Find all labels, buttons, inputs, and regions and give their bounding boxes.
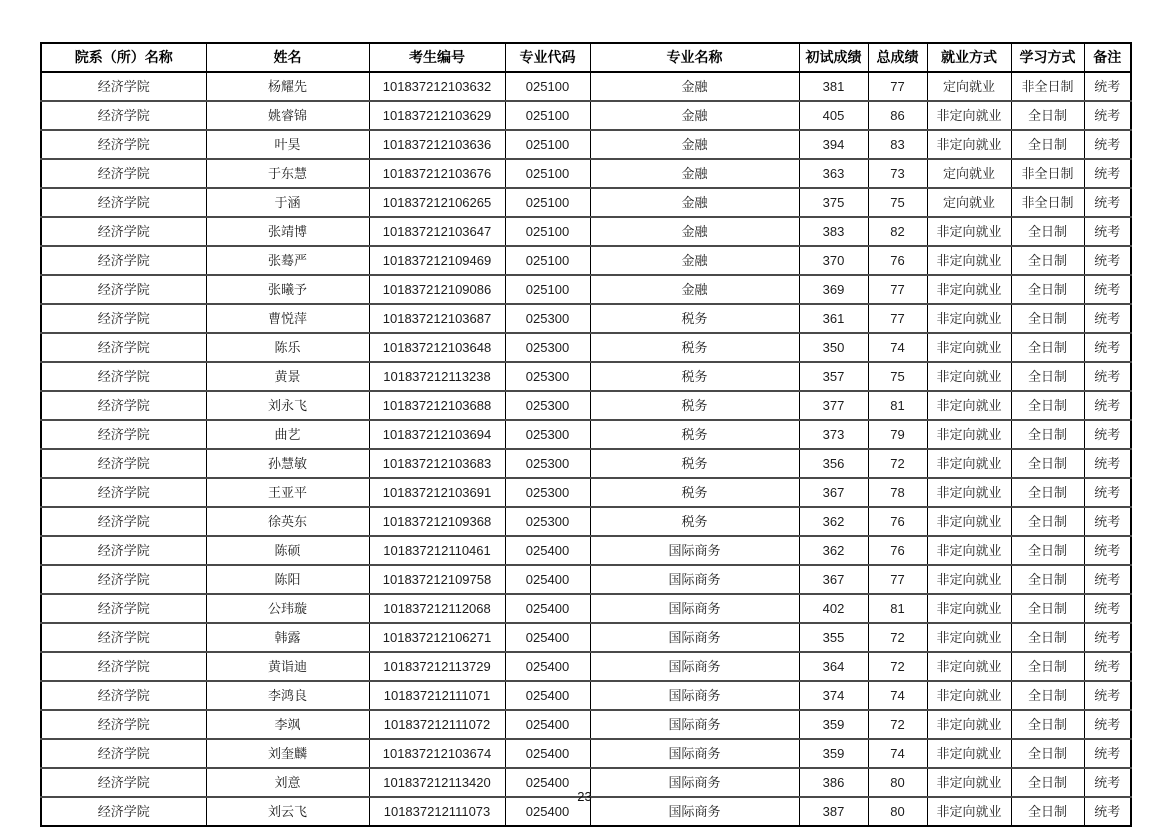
cell-major-name: 国际商务 (590, 739, 799, 768)
cell-study-mode: 全日制 (1011, 594, 1084, 623)
cell-major-code: 025400 (505, 797, 590, 826)
cell-remark: 统考 (1084, 72, 1131, 101)
cell-remark: 统考 (1084, 391, 1131, 420)
column-header-major-code: 专业代码 (505, 43, 590, 72)
cell-major-code: 025100 (505, 159, 590, 188)
cell-major-code: 025100 (505, 217, 590, 246)
cell-initial-score: 367 (799, 565, 868, 594)
cell-total-score: 78 (868, 478, 927, 507)
cell-major-name: 金融 (590, 130, 799, 159)
cell-total-score: 81 (868, 594, 927, 623)
cell-study-mode: 全日制 (1011, 130, 1084, 159)
cell-name: 杨耀先 (206, 72, 369, 101)
table-row (41, 188, 1131, 217)
table-header-row (41, 43, 1131, 72)
cell-major-name: 国际商务 (590, 652, 799, 681)
table-row (41, 594, 1131, 623)
cell-remark: 统考 (1084, 304, 1131, 333)
cell-employment-type: 非定向就业 (927, 681, 1011, 710)
column-header-study-mode: 学习方式 (1011, 43, 1084, 72)
cell-remark: 统考 (1084, 478, 1131, 507)
cell-candidate-no: 101837212106271 (369, 623, 505, 652)
cell-major-code: 025300 (505, 478, 590, 507)
cell-employment-type: 非定向就业 (927, 101, 1011, 130)
cell-study-mode: 全日制 (1011, 333, 1084, 362)
cell-major-code: 025400 (505, 652, 590, 681)
table-row (41, 739, 1131, 768)
admission-results-table (40, 42, 1132, 827)
cell-department: 经济学院 (41, 623, 206, 652)
table-row (41, 536, 1131, 565)
cell-major-name: 金融 (590, 275, 799, 304)
cell-department: 经济学院 (41, 333, 206, 362)
cell-name: 姚睿锦 (206, 101, 369, 130)
cell-department: 经济学院 (41, 739, 206, 768)
cell-name: 黄景 (206, 362, 369, 391)
cell-employment-type: 定向就业 (927, 159, 1011, 188)
cell-total-score: 76 (868, 536, 927, 565)
cell-major-code: 025300 (505, 507, 590, 536)
cell-initial-score: 363 (799, 159, 868, 188)
cell-name: 黄诣迪 (206, 652, 369, 681)
cell-candidate-no: 101837212103629 (369, 101, 505, 130)
cell-initial-score: 394 (799, 130, 868, 159)
cell-total-score: 73 (868, 159, 927, 188)
cell-candidate-no: 101837212103688 (369, 391, 505, 420)
table-row (41, 623, 1131, 652)
column-header-total-score: 总成绩 (868, 43, 927, 72)
cell-employment-type: 非定向就业 (927, 449, 1011, 478)
cell-initial-score: 356 (799, 449, 868, 478)
cell-initial-score: 361 (799, 304, 868, 333)
cell-major-code: 025300 (505, 304, 590, 333)
cell-major-code: 025300 (505, 362, 590, 391)
table-row (41, 391, 1131, 420)
cell-major-name: 税务 (590, 333, 799, 362)
cell-total-score: 77 (868, 304, 927, 333)
cell-remark: 统考 (1084, 652, 1131, 681)
table-row (41, 710, 1131, 739)
cell-study-mode: 全日制 (1011, 739, 1084, 768)
cell-major-name: 国际商务 (590, 768, 799, 797)
cell-total-score: 76 (868, 246, 927, 275)
cell-study-mode: 全日制 (1011, 420, 1084, 449)
cell-employment-type: 定向就业 (927, 188, 1011, 217)
column-header-major-name: 专业名称 (590, 43, 799, 72)
cell-study-mode: 全日制 (1011, 797, 1084, 826)
table-row (41, 565, 1131, 594)
table-header (41, 43, 1131, 72)
cell-employment-type: 非定向就业 (927, 478, 1011, 507)
column-header-employment-type: 就业方式 (927, 43, 1011, 72)
cell-major-name: 金融 (590, 72, 799, 101)
cell-candidate-no: 101837212103674 (369, 739, 505, 768)
cell-remark: 统考 (1084, 449, 1131, 478)
cell-total-score: 86 (868, 101, 927, 130)
cell-remark: 统考 (1084, 739, 1131, 768)
cell-total-score: 79 (868, 420, 927, 449)
cell-initial-score: 383 (799, 217, 868, 246)
cell-study-mode: 全日制 (1011, 449, 1084, 478)
cell-employment-type: 非定向就业 (927, 130, 1011, 159)
cell-employment-type: 非定向就业 (927, 507, 1011, 536)
cell-major-code: 025400 (505, 710, 590, 739)
cell-name: 陈阳 (206, 565, 369, 594)
table-row (41, 420, 1131, 449)
cell-name: 徐英东 (206, 507, 369, 536)
cell-total-score: 80 (868, 768, 927, 797)
cell-candidate-no: 101837212110461 (369, 536, 505, 565)
cell-major-name: 国际商务 (590, 536, 799, 565)
cell-total-score: 80 (868, 797, 927, 826)
cell-major-name: 金融 (590, 246, 799, 275)
cell-remark: 统考 (1084, 710, 1131, 739)
cell-remark: 统考 (1084, 333, 1131, 362)
table-row (41, 681, 1131, 710)
cell-major-name: 金融 (590, 159, 799, 188)
cell-name: 于东慧 (206, 159, 369, 188)
cell-department: 经济学院 (41, 478, 206, 507)
cell-major-code: 025300 (505, 391, 590, 420)
cell-major-name: 金融 (590, 217, 799, 246)
cell-candidate-no: 101837212113729 (369, 652, 505, 681)
cell-employment-type: 非定向就业 (927, 536, 1011, 565)
cell-initial-score: 402 (799, 594, 868, 623)
cell-candidate-no: 101837212113238 (369, 362, 505, 391)
cell-employment-type: 非定向就业 (927, 565, 1011, 594)
cell-department: 经济学院 (41, 391, 206, 420)
cell-remark: 统考 (1084, 217, 1131, 246)
cell-department: 经济学院 (41, 710, 206, 739)
cell-name: 叶昊 (206, 130, 369, 159)
cell-candidate-no: 101837212109469 (369, 246, 505, 275)
cell-initial-score: 405 (799, 101, 868, 130)
table-row (41, 478, 1131, 507)
table-row (41, 304, 1131, 333)
cell-study-mode: 全日制 (1011, 681, 1084, 710)
cell-name: 曲艺 (206, 420, 369, 449)
table-row (41, 507, 1131, 536)
column-header-initial-score: 初试成绩 (799, 43, 868, 72)
cell-employment-type: 非定向就业 (927, 797, 1011, 826)
cell-name: 陈乐 (206, 333, 369, 362)
cell-total-score: 72 (868, 449, 927, 478)
cell-major-name: 金融 (590, 188, 799, 217)
cell-total-score: 75 (868, 362, 927, 391)
cell-candidate-no: 101837212103632 (369, 72, 505, 101)
cell-major-name: 国际商务 (590, 594, 799, 623)
cell-name: 公玮璇 (206, 594, 369, 623)
cell-study-mode: 非全日制 (1011, 188, 1084, 217)
cell-major-name: 金融 (590, 101, 799, 130)
cell-study-mode: 全日制 (1011, 536, 1084, 565)
cell-employment-type: 非定向就业 (927, 420, 1011, 449)
cell-remark: 统考 (1084, 565, 1131, 594)
cell-candidate-no: 101837212103691 (369, 478, 505, 507)
cell-name: 李鸿良 (206, 681, 369, 710)
cell-major-code: 025100 (505, 101, 590, 130)
cell-initial-score: 359 (799, 739, 868, 768)
cell-remark: 统考 (1084, 681, 1131, 710)
cell-employment-type: 非定向就业 (927, 362, 1011, 391)
cell-department: 经济学院 (41, 304, 206, 333)
cell-study-mode: 全日制 (1011, 768, 1084, 797)
cell-study-mode: 全日制 (1011, 391, 1084, 420)
cell-name: 陈硕 (206, 536, 369, 565)
cell-total-score: 75 (868, 188, 927, 217)
cell-initial-score: 375 (799, 188, 868, 217)
cell-major-code: 025400 (505, 768, 590, 797)
cell-candidate-no: 101837212111071 (369, 681, 505, 710)
cell-major-code: 025100 (505, 130, 590, 159)
column-header-remark: 备注 (1084, 43, 1131, 72)
cell-initial-score: 377 (799, 391, 868, 420)
cell-major-name: 国际商务 (590, 797, 799, 826)
cell-candidate-no: 101837212109758 (369, 565, 505, 594)
cell-total-score: 83 (868, 130, 927, 159)
cell-employment-type: 非定向就业 (927, 391, 1011, 420)
cell-total-score: 77 (868, 275, 927, 304)
cell-department: 经济学院 (41, 652, 206, 681)
cell-employment-type: 非定向就业 (927, 333, 1011, 362)
cell-remark: 统考 (1084, 246, 1131, 275)
column-header-name: 姓名 (206, 43, 369, 72)
cell-department: 经济学院 (41, 449, 206, 478)
cell-name: 张蓦严 (206, 246, 369, 275)
cell-remark: 统考 (1084, 797, 1131, 826)
cell-candidate-no: 101837212103687 (369, 304, 505, 333)
cell-department: 经济学院 (41, 217, 206, 246)
cell-major-name: 税务 (590, 362, 799, 391)
cell-major-name: 国际商务 (590, 565, 799, 594)
cell-initial-score: 369 (799, 275, 868, 304)
cell-employment-type: 非定向就业 (927, 594, 1011, 623)
table-row (41, 333, 1131, 362)
page-number: 23 (577, 789, 592, 804)
table-row (41, 652, 1131, 681)
cell-department: 经济学院 (41, 507, 206, 536)
cell-initial-score: 387 (799, 797, 868, 826)
table-row (41, 101, 1131, 130)
cell-candidate-no: 101837212103648 (369, 333, 505, 362)
table-row (41, 275, 1131, 304)
cell-remark: 统考 (1084, 159, 1131, 188)
cell-name: 孙慧敏 (206, 449, 369, 478)
cell-study-mode: 非全日制 (1011, 72, 1084, 101)
cell-department: 经济学院 (41, 246, 206, 275)
cell-candidate-no: 101837212103636 (369, 130, 505, 159)
cell-department: 经济学院 (41, 275, 206, 304)
cell-initial-score: 362 (799, 507, 868, 536)
table-row (41, 449, 1131, 478)
cell-candidate-no: 101837212106265 (369, 188, 505, 217)
cell-remark: 统考 (1084, 362, 1131, 391)
cell-major-code: 025100 (505, 246, 590, 275)
cell-candidate-no: 101837212112068 (369, 594, 505, 623)
cell-candidate-no: 101837212111072 (369, 710, 505, 739)
cell-major-code: 025100 (505, 188, 590, 217)
cell-candidate-no: 101837212103694 (369, 420, 505, 449)
cell-department: 经济学院 (41, 681, 206, 710)
cell-major-code: 025300 (505, 333, 590, 362)
cell-name: 刘奎麟 (206, 739, 369, 768)
cell-candidate-no: 101837212103647 (369, 217, 505, 246)
cell-total-score: 74 (868, 739, 927, 768)
cell-initial-score: 357 (799, 362, 868, 391)
cell-major-code: 025400 (505, 594, 590, 623)
cell-name: 张曦予 (206, 275, 369, 304)
cell-total-score: 76 (868, 507, 927, 536)
cell-department: 经济学院 (41, 130, 206, 159)
cell-study-mode: 全日制 (1011, 652, 1084, 681)
cell-major-code: 025400 (505, 681, 590, 710)
cell-candidate-no: 101837212111073 (369, 797, 505, 826)
cell-candidate-no: 101837212113420 (369, 768, 505, 797)
cell-department: 经济学院 (41, 565, 206, 594)
cell-initial-score: 355 (799, 623, 868, 652)
cell-initial-score: 350 (799, 333, 868, 362)
cell-initial-score: 362 (799, 536, 868, 565)
cell-major-name: 国际商务 (590, 681, 799, 710)
cell-initial-score: 364 (799, 652, 868, 681)
cell-study-mode: 全日制 (1011, 362, 1084, 391)
cell-major-code: 025400 (505, 536, 590, 565)
cell-remark: 统考 (1084, 623, 1131, 652)
cell-department: 经济学院 (41, 420, 206, 449)
cell-remark: 统考 (1084, 507, 1131, 536)
cell-initial-score: 374 (799, 681, 868, 710)
table-row (41, 217, 1131, 246)
cell-employment-type: 非定向就业 (927, 304, 1011, 333)
cell-total-score: 72 (868, 652, 927, 681)
cell-name: 刘意 (206, 768, 369, 797)
cell-employment-type: 非定向就业 (927, 217, 1011, 246)
cell-total-score: 74 (868, 681, 927, 710)
table-row (41, 362, 1131, 391)
cell-employment-type: 非定向就业 (927, 768, 1011, 797)
cell-initial-score: 359 (799, 710, 868, 739)
cell-study-mode: 全日制 (1011, 623, 1084, 652)
cell-department: 经济学院 (41, 362, 206, 391)
column-header-department: 院系（所）名称 (41, 43, 206, 72)
cell-department: 经济学院 (41, 594, 206, 623)
cell-department: 经济学院 (41, 188, 206, 217)
cell-study-mode: 全日制 (1011, 217, 1084, 246)
cell-major-name: 税务 (590, 304, 799, 333)
cell-major-code: 025100 (505, 275, 590, 304)
cell-department: 经济学院 (41, 159, 206, 188)
cell-name: 于涵 (206, 188, 369, 217)
cell-major-code: 025300 (505, 420, 590, 449)
cell-department: 经济学院 (41, 101, 206, 130)
cell-remark: 统考 (1084, 536, 1131, 565)
cell-remark: 统考 (1084, 768, 1131, 797)
cell-initial-score: 367 (799, 478, 868, 507)
cell-major-code: 025400 (505, 623, 590, 652)
cell-name: 李飒 (206, 710, 369, 739)
cell-initial-score: 373 (799, 420, 868, 449)
cell-study-mode: 全日制 (1011, 565, 1084, 594)
cell-study-mode: 全日制 (1011, 507, 1084, 536)
cell-initial-score: 386 (799, 768, 868, 797)
cell-department: 经济学院 (41, 797, 206, 826)
cell-candidate-no: 101837212109086 (369, 275, 505, 304)
cell-name: 张靖博 (206, 217, 369, 246)
cell-major-name: 税务 (590, 391, 799, 420)
cell-total-score: 81 (868, 391, 927, 420)
cell-name: 王亚平 (206, 478, 369, 507)
table-row (41, 72, 1131, 101)
table-body (41, 72, 1131, 826)
cell-major-name: 税务 (590, 478, 799, 507)
cell-study-mode: 全日制 (1011, 478, 1084, 507)
cell-remark: 统考 (1084, 130, 1131, 159)
cell-name: 刘永飞 (206, 391, 369, 420)
cell-study-mode: 全日制 (1011, 710, 1084, 739)
cell-employment-type: 非定向就业 (927, 623, 1011, 652)
cell-employment-type: 非定向就业 (927, 710, 1011, 739)
cell-candidate-no: 101837212103676 (369, 159, 505, 188)
cell-initial-score: 370 (799, 246, 868, 275)
cell-department: 经济学院 (41, 536, 206, 565)
cell-remark: 统考 (1084, 188, 1131, 217)
cell-remark: 统考 (1084, 101, 1131, 130)
cell-employment-type: 非定向就业 (927, 652, 1011, 681)
table-row (41, 130, 1131, 159)
cell-major-name: 国际商务 (590, 710, 799, 739)
cell-major-name: 税务 (590, 507, 799, 536)
cell-employment-type: 定向就业 (927, 72, 1011, 101)
cell-study-mode: 全日制 (1011, 275, 1084, 304)
cell-remark: 统考 (1084, 420, 1131, 449)
cell-name: 韩露 (206, 623, 369, 652)
cell-employment-type: 非定向就业 (927, 246, 1011, 275)
cell-department: 经济学院 (41, 72, 206, 101)
cell-remark: 统考 (1084, 275, 1131, 304)
cell-major-code: 025300 (505, 449, 590, 478)
cell-study-mode: 全日制 (1011, 246, 1084, 275)
cell-initial-score: 381 (799, 72, 868, 101)
cell-major-code: 025400 (505, 565, 590, 594)
cell-name: 曹悦萍 (206, 304, 369, 333)
cell-candidate-no: 101837212109368 (369, 507, 505, 536)
cell-total-score: 77 (868, 72, 927, 101)
cell-major-name: 税务 (590, 420, 799, 449)
cell-candidate-no: 101837212103683 (369, 449, 505, 478)
cell-major-name: 税务 (590, 449, 799, 478)
cell-total-score: 74 (868, 333, 927, 362)
cell-department: 经济学院 (41, 768, 206, 797)
cell-employment-type: 非定向就业 (927, 275, 1011, 304)
cell-study-mode: 非全日制 (1011, 159, 1084, 188)
cell-major-name: 国际商务 (590, 623, 799, 652)
cell-major-code: 025400 (505, 739, 590, 768)
cell-total-score: 77 (868, 565, 927, 594)
column-header-candidate-no: 考生编号 (369, 43, 505, 72)
cell-remark: 统考 (1084, 594, 1131, 623)
cell-total-score: 72 (868, 623, 927, 652)
cell-total-score: 82 (868, 217, 927, 246)
cell-major-code: 025100 (505, 72, 590, 101)
cell-study-mode: 全日制 (1011, 304, 1084, 333)
table-row (41, 159, 1131, 188)
table-row (41, 246, 1131, 275)
cell-name: 刘云飞 (206, 797, 369, 826)
cell-study-mode: 全日制 (1011, 101, 1084, 130)
cell-total-score: 72 (868, 710, 927, 739)
cell-employment-type: 非定向就业 (927, 739, 1011, 768)
